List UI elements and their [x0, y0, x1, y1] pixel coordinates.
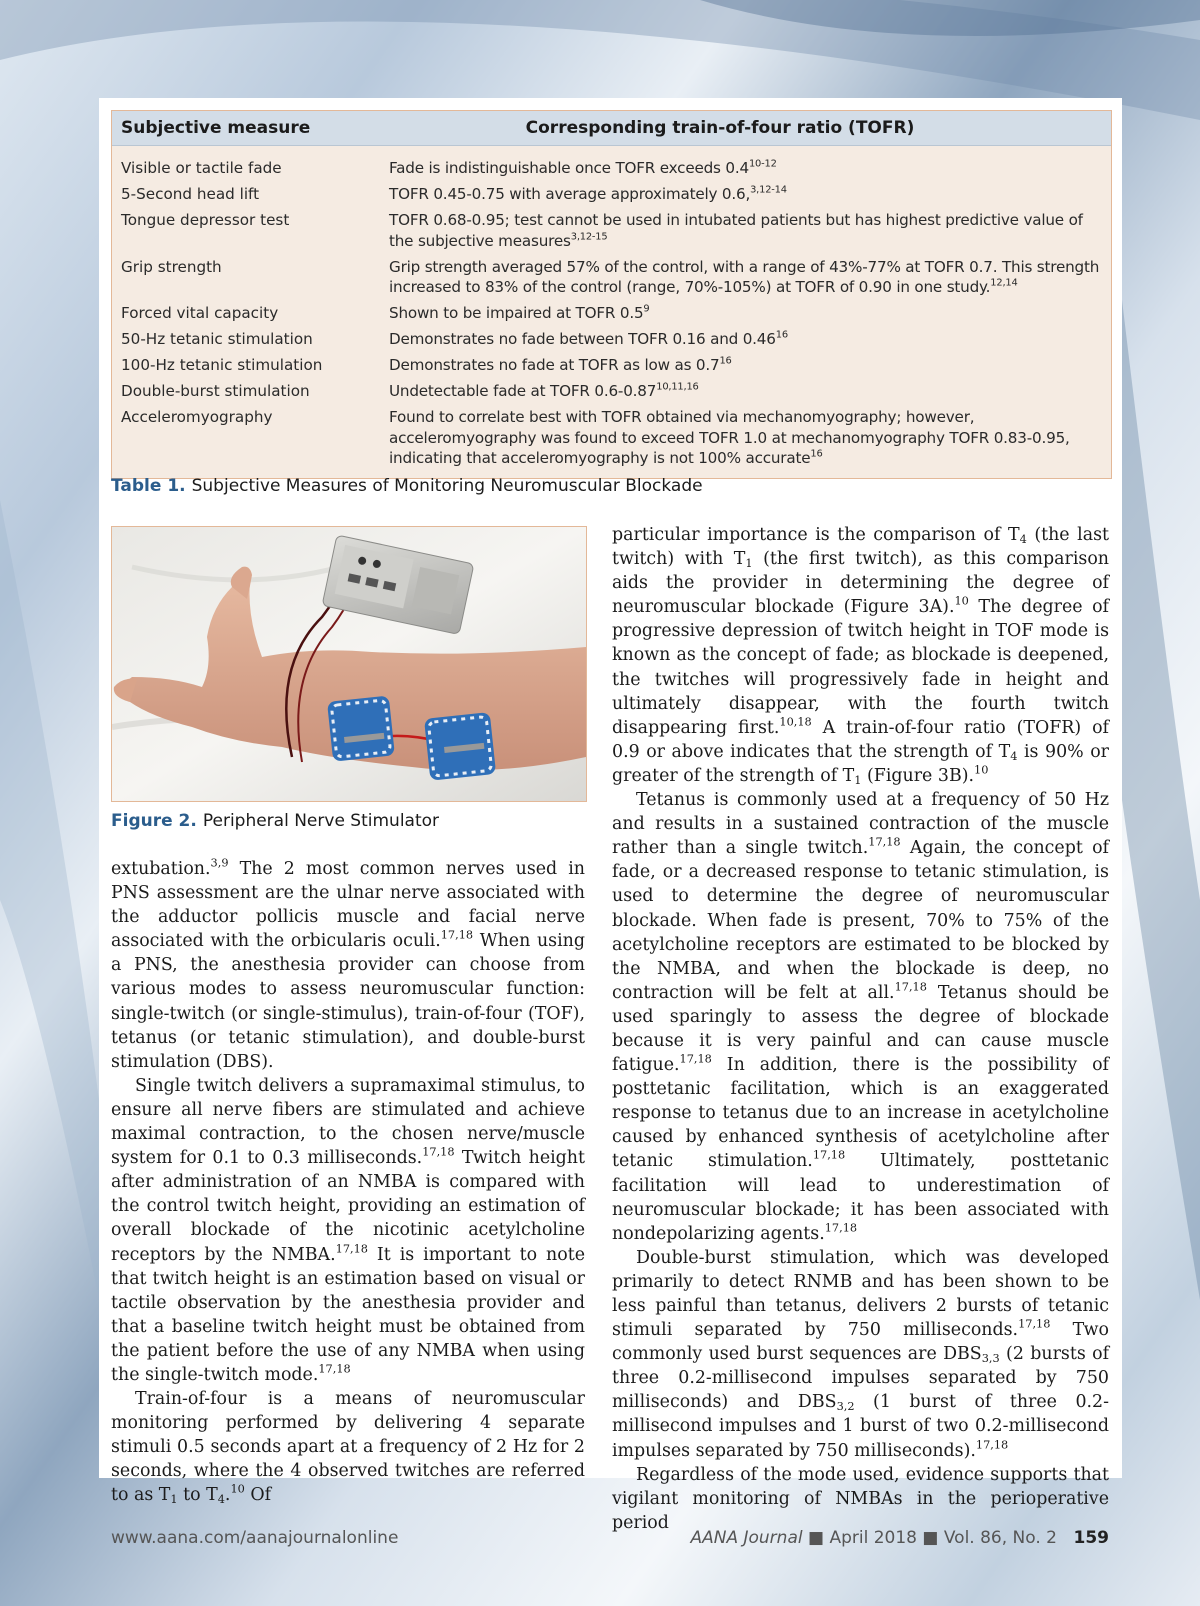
table-row — [112, 158, 1111, 179]
table-row — [112, 184, 1111, 205]
separator: ■ — [808, 1528, 825, 1548]
row-measure: Visible or tactile fade — [121, 159, 282, 177]
separator: ■ — [922, 1528, 939, 1548]
row-value: Demonstrates no fade at TOFR as low as $0.7^{16}$ — [389, 355, 732, 374]
journal-page — [99, 98, 1122, 1533]
journal-name: AANA Journal — [690, 1528, 803, 1548]
page-footer — [111, 1528, 1109, 1552]
row-measure: Double-burst stimulation — [121, 382, 310, 400]
journal-url-link[interactable]: www.aana.com/aanajournalonline — [111, 1528, 399, 1548]
row-value: Fade is indistinguishable once TOFR exceeds 0.4$^{10-12}$ — [389, 158, 777, 177]
row-value: Shown to be impaired at TOFR $0.5^9$ — [389, 303, 650, 322]
figure-caption-text: Peripheral Nerve Stimulator — [202, 811, 440, 831]
right-column-text: particular importance is the comparison of $T_4$ (the last twitch) with $T_1$ (the first twitch), as this comparison aids the provider in determining the degree of neuromuscular blockade (Figure 3A).$^{10}$ The degree of progressive depression of twitch height in TOF mode is known as the concept of fade; as blockade is deepened, the twitches will progressively fade in height and ultimately disappear, with the fourth twitch disappearing first.$^{10,18}$ A train-of-four ratio (TOFR) of 0.9 or above indicates that the strength of $T_4$ is 90% or greater of the strength of $T_1$ (Figure 3B).$^{10}$ Tetanus is commonly used at a frequency of 50 Hz and results in a sustained contraction of the muscle rather than a single twitch.$^{17,18}$ Again, the concept of fade, or a decreased response to tetanic stimulation, is used to determine the degree of neuromuscular blockade. When fade is present, 70% to 75% of the acetylcholine receptors are estimated to be blocked by the NMBA, and when the blockade is deep, no contraction will be felt at all.$^{17,18}$ Tetanus should be used sparingly to assess the degree of blockade because it is very painful and can cause muscle fatigue.$^{17,18}$ In addition, there is the possibility of posttetanic facilitation, which is an exaggerated response to tetanus due to an increase in acetylcholine caused by enhanced synthesis of acetylcholine after tetanic stimulation.$^{17,18}$ Ultimately, posttetanic facilitation will lead to underestimation of neuromuscular blockade; it has been associated with nondepolarizing agents.$^{17,18}$ Double-burst stimulation, which was developed primarily to detect RNMB and has been shown to be less painful than tetanus, delivers 2 bursts of tetanic stimuli separated by 750 milliseconds.$^{17,18}$ Two commonly used burst sequences are $DBS_{3,3}$ (2 bursts of three 0.2-millisecond impulses separated by 750 milliseconds) and $DBS_{3,2}$ (1 burst of three 0.2-millisecond impulses and 1 burst of two 0.2-millisecond impulses separated by 750 milliseconds).$^{17,18}$ Regardless of the mode used, evidence supports that vigilant monitoring of NMBAs in the perioperative period — [612, 525, 1110, 1533]
row-measure: 5-Second head lift — [121, 185, 260, 203]
header-tofr: Corresponding train-of-four ratio (TOFR) — [525, 118, 915, 138]
row-measure: Grip strength — [121, 257, 222, 276]
row-measure: 100-Hz tetanic stimulation — [121, 356, 323, 374]
subjective-measures-table — [111, 110, 1112, 479]
figure-caption-label: Figure 2. — [111, 811, 197, 831]
table-row — [112, 303, 1111, 324]
table-caption-label: Table 1. — [111, 476, 186, 496]
table-row — [112, 210, 1111, 251]
volume: Vol. 86, No. 2 — [943, 1528, 1057, 1548]
table-header — [112, 111, 1111, 146]
table-caption-text: Subjective Measures of Monitoring Neuromuscular Blockade — [191, 476, 703, 496]
nerve-stimulator-photo — [111, 526, 587, 802]
page-number: 159 — [1073, 1528, 1109, 1548]
row-measure: Acceleromyography — [121, 408, 273, 426]
stimulator-illustration — [112, 527, 586, 801]
left-column-text: extubation.$^{3,9}$ The 2 most common nerves used in PNS assessment are the ulnar nerve associated with the adductor pollicis muscle and facial nerve associated with the orbicularis oculi.$^{17,18}$ When using a PNS, the anesthesia provider can choose from various modes to assess neuromuscular function: single-twitch (or single-stimulus), train-of-four (TOF), tetanus (or tetanic stimulation), and double-burst stimulation (DBS). Single twitch delivers a supramaximal stimulus, to ensure all nerve fibers are stimulated and achieve maximal contraction, to the chosen nerve/muscle system for 0.1 to 0.3 milliseconds.$^{17,18}$ Twitch height after administration of an NMBA is compared with the control twitch height, providing an estimation of overall blockade of the nicotinic acetylcholine receptors by the NMBA.$^{17,18}$ It is important to note that twitch height is an estimation based on visual or tactile observation by the anesthesia provider and that a baseline twitch height must be obtained from the patient before the use of any NMBA when using the single-twitch mode.$^{17,18}$ Train-of-four is a means of neuromuscular monitoring performed by delivering 4 separate stimuli 0.5 seconds apart at a frequency of 2 Hz for 2 seconds, where the 4 observed twitches are referred to as $T_1$ to $T_4.^{10}$ Of — [111, 856, 585, 1507]
table-row — [112, 355, 1111, 376]
row-measure: Tongue depressor test — [121, 211, 290, 229]
row-value: Undetectable fade at TOFR 0.6-0.87$^{10,11,16}$ — [389, 381, 699, 400]
header-subjective-measure: Subjective measure — [121, 118, 311, 138]
table-row — [112, 257, 1111, 298]
row-value: Demonstrates no fade between TOFR 0.16 and 0.46$^{16}$ — [389, 329, 788, 348]
row-value: TOFR 0.68-0.95; test cannot be used in intubated patients but has highest predictive value of the subjective measures$^{3,12-15}$ — [389, 211, 1083, 250]
row-value: TOFR 0.45-0.75 with average approximately 0.6,$^{3,12-14}$ — [389, 184, 787, 203]
figure-caption — [111, 811, 439, 831]
table-row — [112, 407, 1111, 469]
row-value: Found to correlate best with TOFR obtained via mechanomyography; however, acceleromyography was found to exceed TOFR 1.0 at mechanomyography TOFR 0.83-0.95, indicating that acceleromyography is not 100% accurate$^{16}$ — [389, 408, 1070, 467]
issue-date: April 2018 — [829, 1528, 917, 1548]
row-measure: 50-Hz tetanic stimulation — [121, 330, 313, 348]
row-value: Grip strength averaged 57% of the control, with a range of 43%-77% at TOFR 0.7. This strength increased to 83% of the control (range, 70%-105%) at TOFR of 0.90 in one study.$^{12,14}$ — [389, 257, 1100, 296]
journal-citation — [690, 1528, 1057, 1548]
table-row — [112, 329, 1111, 350]
table-row — [112, 381, 1111, 402]
table-body — [112, 146, 1111, 478]
row-measure: Forced vital capacity — [121, 304, 279, 322]
table-caption — [111, 476, 703, 496]
